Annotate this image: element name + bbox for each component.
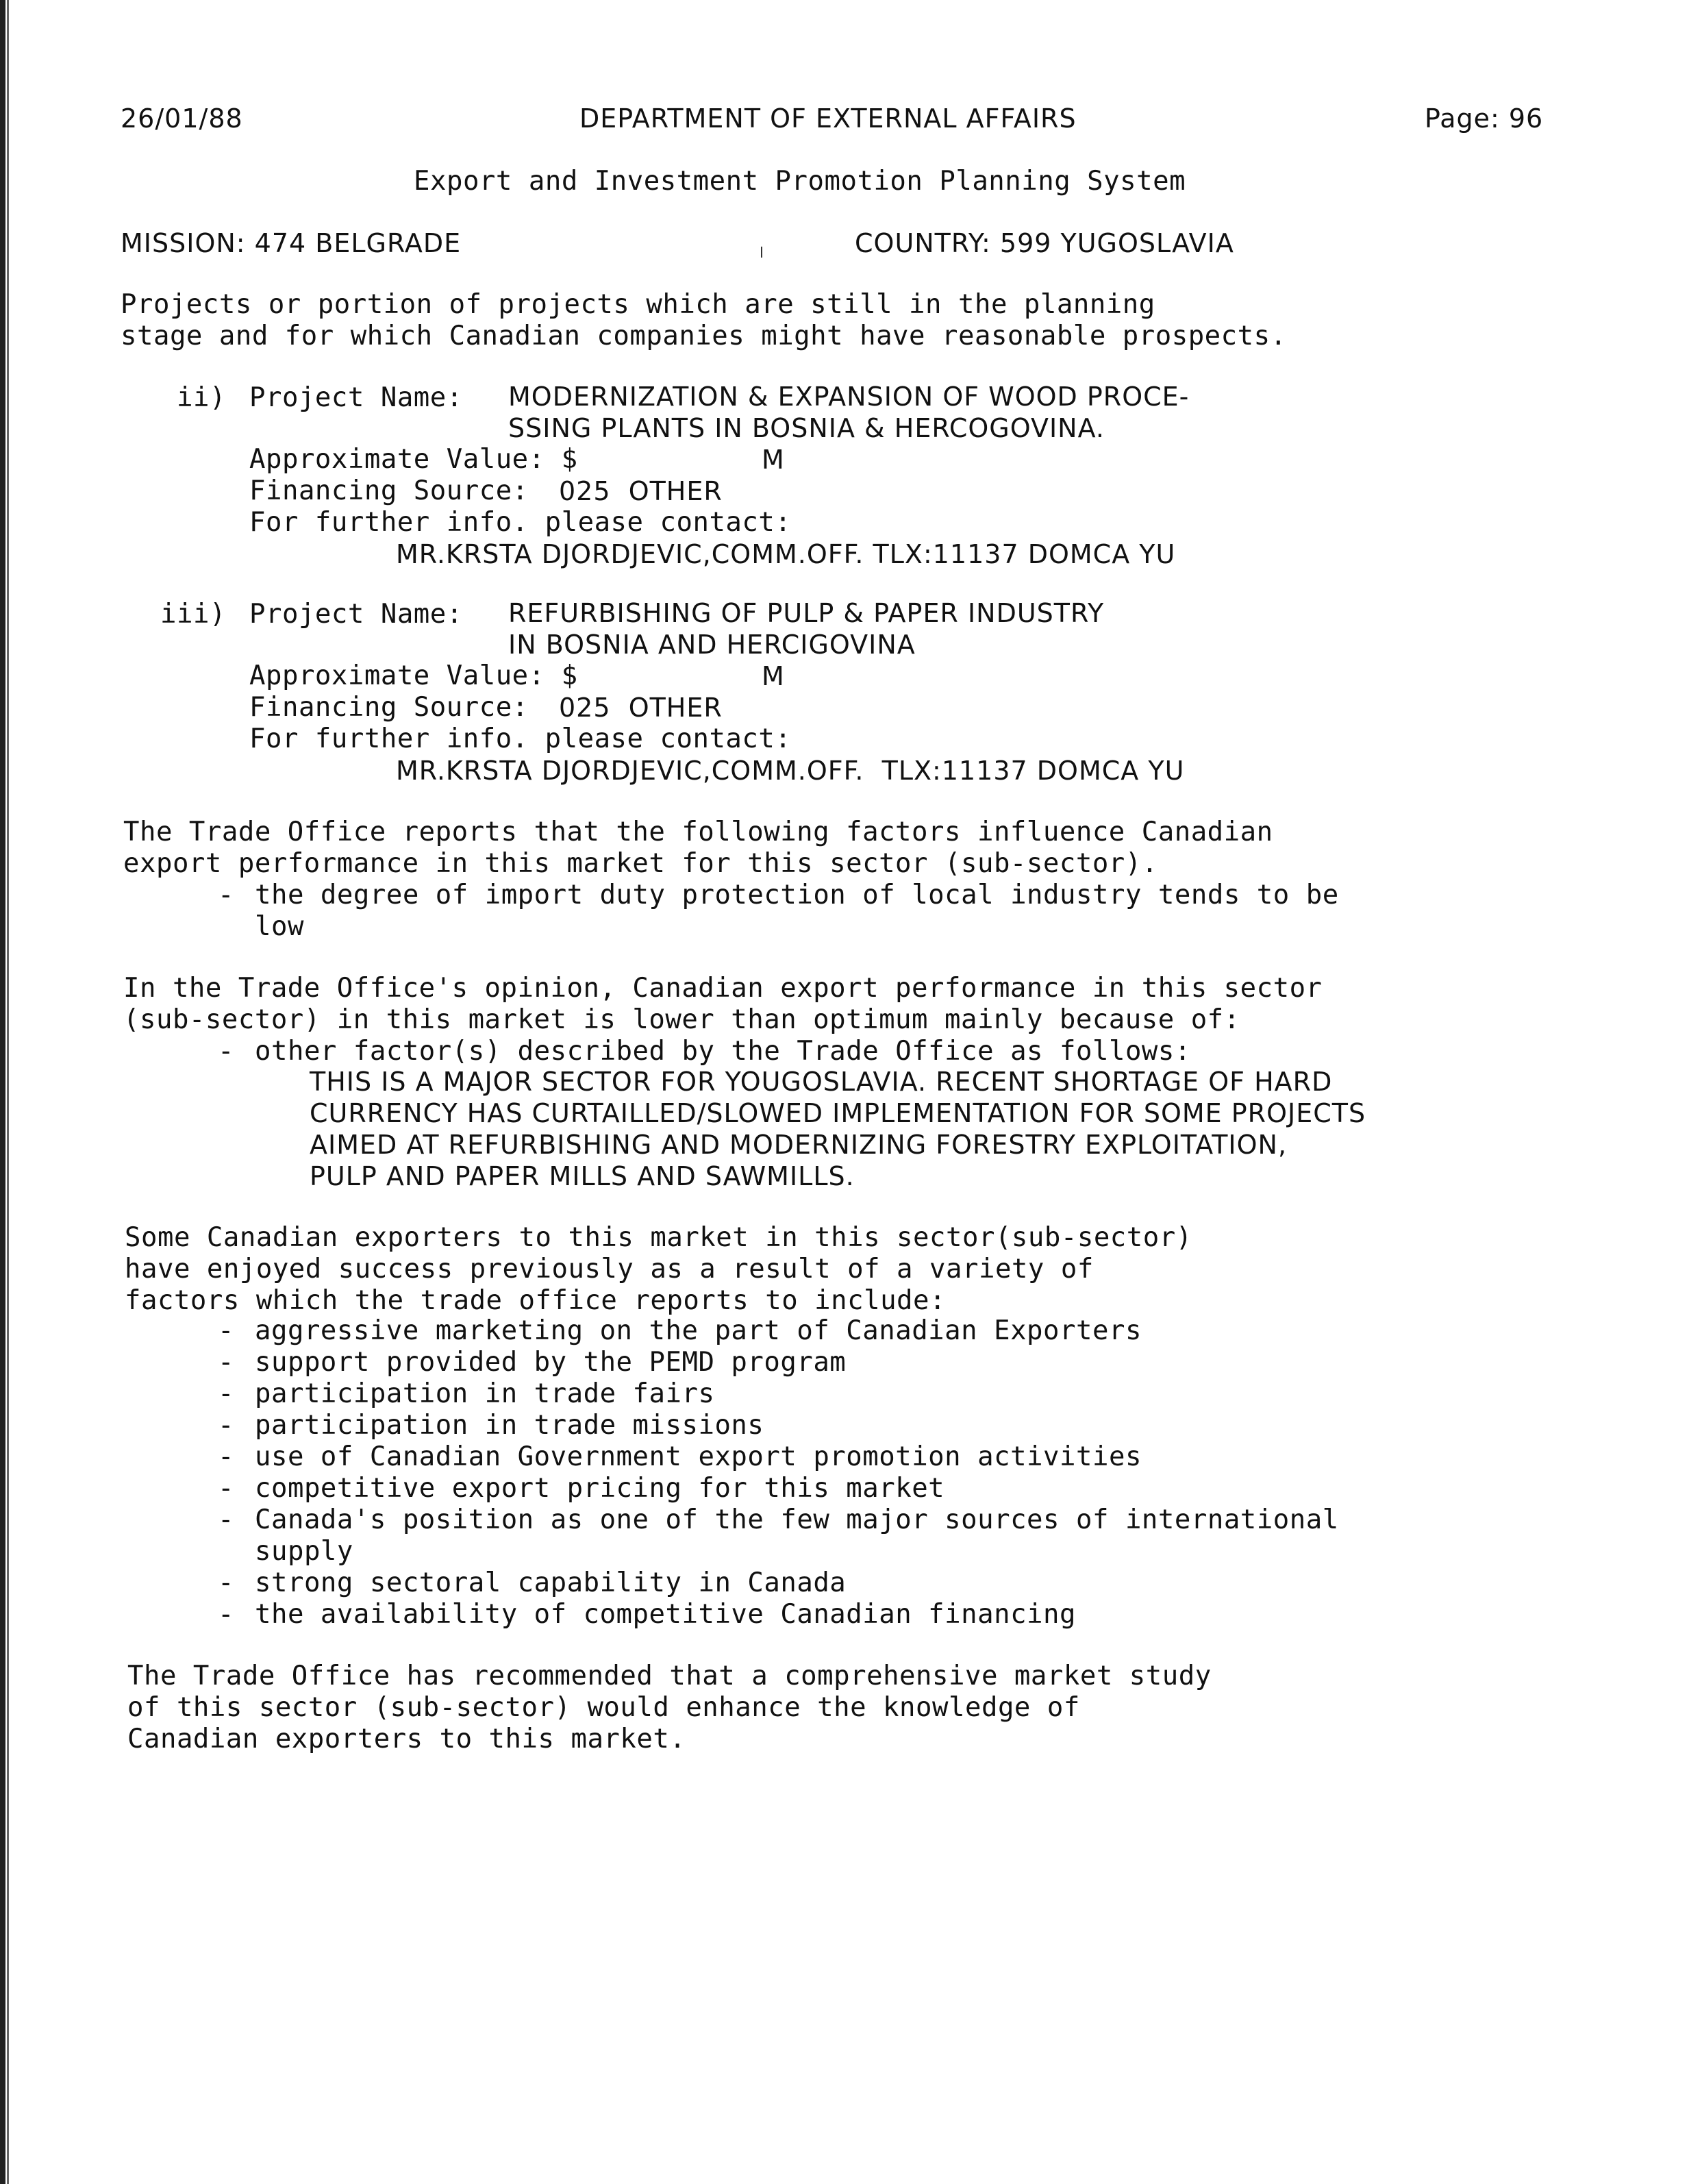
bullet-dash: - bbox=[218, 1441, 234, 1472]
success-item: participation in trade missions bbox=[255, 1410, 764, 1441]
approx-value-unit: M bbox=[762, 661, 785, 691]
project-name-line-2: SSING PLANTS IN BOSNIA & HERCOGOVINA. bbox=[508, 413, 1105, 443]
success-line-2: have enjoyed success previously as a result of a variety of bbox=[125, 1254, 1094, 1285]
opinion-desc-line-2: CURRENCY HAS CURTAILLED/SLOWED IMPLEMENTATION FOR SOME PROJECTS bbox=[310, 1098, 1366, 1128]
contact-label: For further info. please contact: bbox=[249, 723, 792, 754]
success-item-continuation: supply bbox=[255, 1536, 353, 1567]
bullet-dash: - bbox=[218, 1504, 234, 1535]
project-name-line-1: MODERNIZATION & EXPANSION OF WOOD PROCE- bbox=[508, 382, 1190, 412]
recommendation-line-3: Canadian exporters to this market. bbox=[127, 1724, 686, 1754]
opinion-desc-line-4: PULP AND PAPER MILLS AND SAWMILLS. bbox=[310, 1161, 855, 1191]
contact-name: MR.KRSTA DJORDJEVIC,COMM.OFF. TLX:11137 DOMCA YU bbox=[396, 539, 1176, 569]
success-item: Canada's position as one of the few major sources of international bbox=[255, 1504, 1339, 1535]
page-left-edge bbox=[0, 0, 5, 2184]
success-item: competitive export pricing for this market bbox=[255, 1473, 945, 1504]
intro-line-2: stage and for which Canadian companies might have reasonable prospects. bbox=[121, 321, 1287, 351]
success-item: support provided by the PEMD program bbox=[255, 1347, 847, 1378]
success-line-3: factors which the trade office reports to include: bbox=[125, 1285, 946, 1316]
opinion-desc-line-1: THIS IS A MAJOR SECTOR FOR YOUGOSLAVIA. RECENT SHORTAGE OF HARD bbox=[310, 1067, 1333, 1097]
bullet-dash: - bbox=[218, 880, 234, 910]
opinion-item: other factor(s) described by the Trade Office as follows: bbox=[255, 1036, 1191, 1067]
bullet-dash: - bbox=[218, 1378, 234, 1409]
recommendation-line-1: The Trade Office has recommended that a comprehensive market study bbox=[127, 1661, 1212, 1691]
opinion-desc-line-3: AIMED AT REFURBISHING AND MODERNIZING FORESTRY EXPLOITATION, bbox=[310, 1130, 1288, 1160]
bullet-dash: - bbox=[218, 1473, 234, 1504]
opinion-line-2: (sub-sector) in this market is lower than optimum mainly because of: bbox=[123, 1004, 1240, 1035]
department-title: DEPARTMENT OF EXTERNAL AFFAIRS bbox=[579, 103, 1077, 134]
financing-source-label: Financing Source: bbox=[249, 475, 529, 506]
project-name-line-1: REFURBISHING OF PULP & PAPER INDUSTRY bbox=[508, 598, 1105, 628]
project-name-line-2: IN BOSNIA AND HERCIGOVINA bbox=[508, 630, 916, 660]
approx-value-label: Approximate Value: $ bbox=[249, 660, 578, 691]
country-line: COUNTRY: 599 YUGOSLAVIA bbox=[855, 228, 1234, 258]
project-name-label: Project Name: bbox=[249, 599, 463, 630]
success-item: participation in trade fairs bbox=[255, 1378, 715, 1409]
approx-value-unit: M bbox=[762, 445, 785, 475]
project-number: ii) bbox=[177, 382, 226, 413]
bullet-dash: - bbox=[218, 1315, 234, 1346]
contact-name: MR.KRSTA DJORDJEVIC,COMM.OFF. TLX:11137 DOMCA YU bbox=[396, 756, 1185, 786]
financing-source-value: 025 OTHER bbox=[559, 693, 723, 723]
project-number: iii) bbox=[160, 599, 226, 630]
approx-value-label: Approximate Value: $ bbox=[249, 444, 578, 475]
contact-label: For further info. please contact: bbox=[249, 507, 792, 538]
page-left-edge-inner bbox=[7, 0, 9, 2184]
stray-mark bbox=[761, 247, 762, 258]
bullet-dash: - bbox=[218, 1410, 234, 1441]
opinion-line-1: In the Trade Office's opinion, Canadian export performance in this sector bbox=[123, 973, 1323, 1004]
intro-line-1: Projects or portion of projects which are still in the planning bbox=[121, 289, 1155, 320]
page-number: Page: 96 bbox=[1425, 103, 1544, 134]
recommendation-line-2: of this sector (sub-sector) would enhance the knowledge of bbox=[127, 1692, 1080, 1723]
factors-line-1: The Trade Office reports that the following factors influence Canadian bbox=[123, 817, 1273, 847]
success-item: aggressive marketing on the part of Canadian Exporters bbox=[255, 1315, 1142, 1346]
financing-source-value: 025 OTHER bbox=[559, 476, 723, 506]
bullet-dash: - bbox=[218, 1599, 234, 1630]
success-item: strong sectoral capability in Canada bbox=[255, 1567, 847, 1598]
factors-line-2: export performance in this market for this sector (sub-sector). bbox=[123, 848, 1158, 879]
bullet-dash: - bbox=[218, 1347, 234, 1378]
mission-line: MISSION: 474 BELGRADE bbox=[121, 228, 462, 258]
bullet-dash: - bbox=[218, 1036, 234, 1067]
success-item: the availability of competitive Canadian financing bbox=[255, 1599, 1076, 1630]
factor-item-line-1: the degree of import duty protection of local industry tends to be bbox=[255, 880, 1339, 910]
factor-item-line-2: low bbox=[255, 911, 304, 942]
financing-source-label: Financing Source: bbox=[249, 692, 529, 723]
report-date: 26/01/88 bbox=[121, 103, 243, 134]
bullet-dash: - bbox=[218, 1567, 234, 1598]
success-item: use of Canadian Government export promotion activities bbox=[255, 1441, 1142, 1472]
success-line-1: Some Canadian exporters to this market in this sector(sub-sector) bbox=[125, 1222, 1192, 1253]
system-title: Export and Investment Promotion Planning System bbox=[414, 166, 1186, 197]
project-name-label: Project Name: bbox=[249, 382, 463, 413]
